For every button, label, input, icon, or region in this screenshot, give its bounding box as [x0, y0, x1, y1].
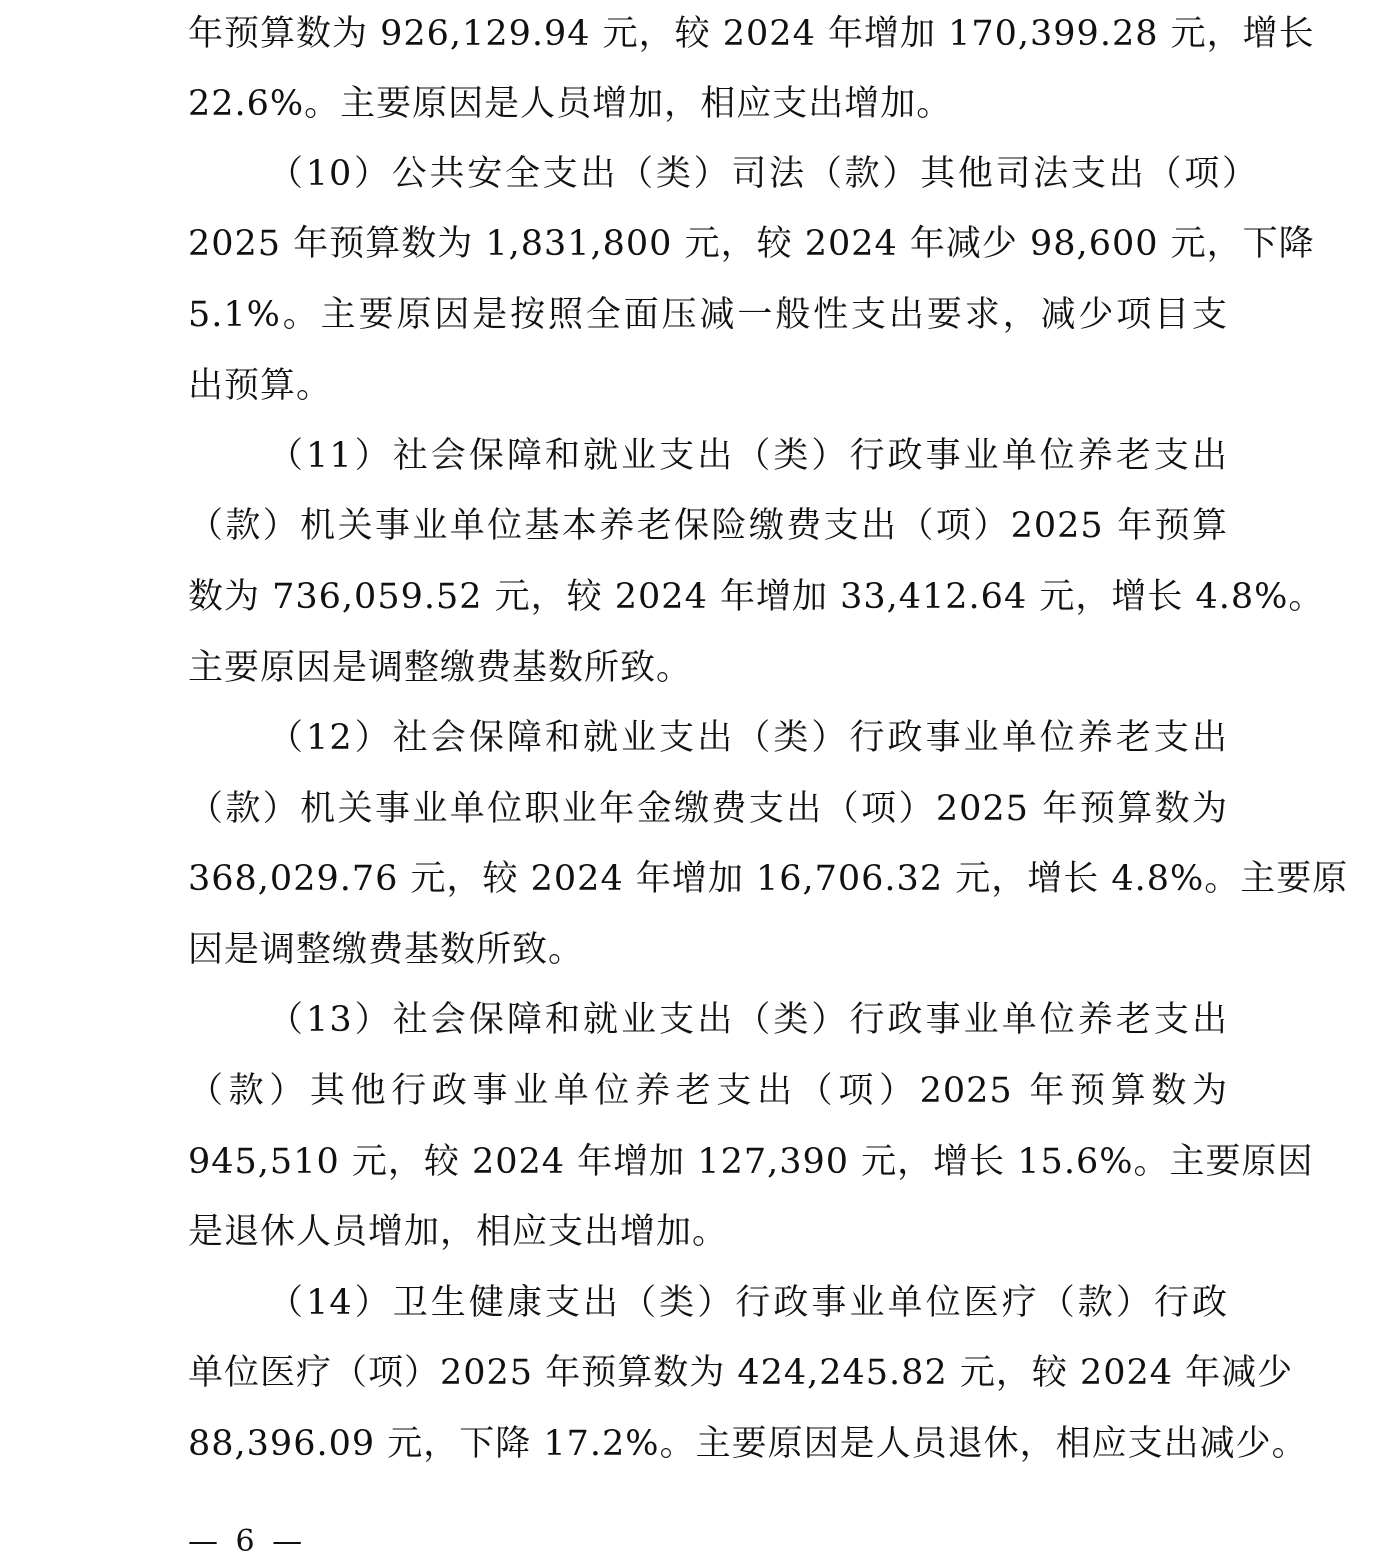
text-line: 88,396.09 元，下降 17.2%。主要原因是人员退休，相应支出减少。: [188, 1424, 1308, 1464]
text-line: 是退休人员增加，相应支出增加。: [188, 1212, 729, 1252]
item-11-heading-line: （11）社会保障和就业支出（类）行政事业单位养老支出: [268, 436, 1228, 476]
text-line: （款）机关事业单位基本养老保险缴费支出（项）2025 年预算: [188, 506, 1228, 546]
text-line: 2025 年预算数为 1,831,800 元，较 2024 年减少 98,600 元，下降: [188, 224, 1315, 264]
text-line: 5.1%。主要原因是按照全面压减一般性支出要求，减少项目支: [188, 295, 1228, 335]
item-10-heading-line: （10）公共安全支出（类）司法（款）其他司法支出（项）: [268, 154, 1258, 194]
text-line: 年预算数为 926,129.94 元，较 2024 年增加 170,399.28 元，增长: [188, 14, 1315, 54]
text-line: 22.6%。主要原因是人员增加，相应支出增加。: [188, 84, 953, 124]
page-number: — 6 —: [188, 1524, 307, 1559]
item-14-heading-line: （14）卫生健康支出（类）行政事业单位医疗（款）行政: [268, 1283, 1228, 1323]
text-line: 主要原因是调整缴费基数所致。: [188, 648, 693, 688]
text-line: 因是调整缴费基数所致。: [188, 930, 585, 970]
text-line: 数为 736,059.52 元，较 2024 年增加 33,412.64 元，增长 4.8%。: [188, 577, 1325, 617]
item-13-heading-line: （13）社会保障和就业支出（类）行政事业单位养老支出: [268, 1000, 1228, 1040]
text-line: 出预算。: [188, 366, 333, 406]
text-line: 368,029.76 元，较 2024 年增加 16,706.32 元，增长 4.8%。主要原: [188, 859, 1349, 899]
text-line: 945,510 元，较 2024 年增加 127,390 元，增长 15.6%。主要原因: [188, 1142, 1314, 1182]
text-line: 单位医疗（项）2025 年预算数为 424,245.82 元，较 2024 年减少: [188, 1353, 1294, 1393]
text-line: （款）其他行政事业单位养老支出（项）2025 年预算数为: [188, 1071, 1228, 1111]
item-12-heading-line: （12）社会保障和就业支出（类）行政事业单位养老支出: [268, 718, 1228, 758]
text-line: （款）机关事业单位职业年金缴费支出（项）2025 年预算数为: [188, 789, 1228, 829]
